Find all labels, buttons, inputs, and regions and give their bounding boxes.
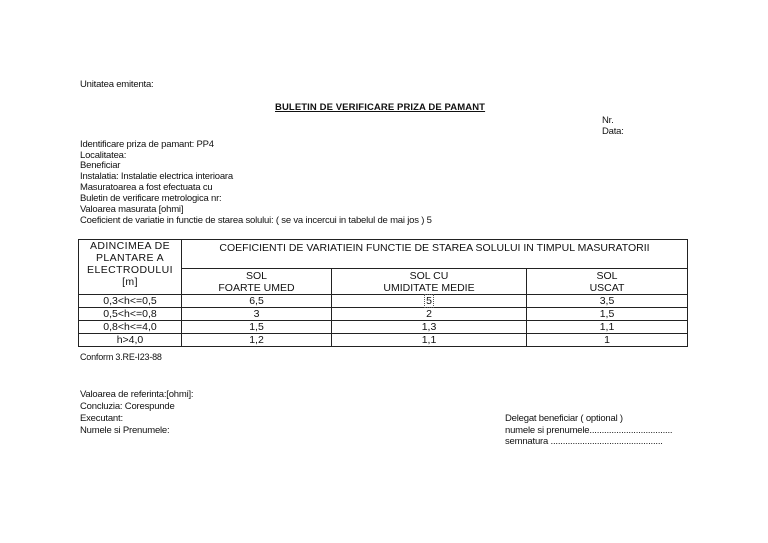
delegate-label: Delegat beneficiar ( optional ) (505, 413, 623, 424)
conform-note: Conform 3.RE-I23-88 (80, 352, 162, 362)
table-row (79, 321, 688, 334)
depth-header-cell (79, 240, 182, 295)
value-cell-selected (332, 295, 527, 308)
value-cell: 1,5 (527, 308, 688, 321)
value-cell: 1 (527, 334, 688, 347)
value-cell: 6,5 (182, 295, 332, 308)
column-header-line: UMIDITATE MEDIE (383, 282, 475, 294)
delegate-name-line: numele si prenumele.................................. (505, 425, 673, 436)
info-line-ground-id: Identificare priza de pamant: PP4 (80, 139, 214, 150)
selected-value: 5 (426, 295, 432, 307)
info-line-beneficiary: Beneficiar (80, 160, 121, 171)
value-cell: 2 (332, 308, 527, 321)
soil-coefficient-table (78, 239, 688, 347)
depth-cell: 0,3<h<=0,5 (79, 295, 182, 308)
info-line-installation: Instalatia: Instalatie electrica interioara (80, 171, 233, 182)
issuer-label: Unitatea emitenta: (80, 79, 154, 90)
depth-header-line: [m] (122, 276, 138, 288)
column-header-line: SOL (245, 270, 267, 282)
reference-value-label: Valoarea de referinta:[ohmi]: (80, 389, 194, 400)
column-header-very-wet (182, 269, 332, 295)
value-cell: 1,3 (332, 321, 527, 334)
column-header-medium-humidity (332, 269, 527, 295)
value-cell: 3,5 (527, 295, 688, 308)
table-row (79, 295, 688, 308)
column-header-line: USCAT (589, 282, 625, 294)
number-label: Nr. (602, 115, 614, 126)
info-line-measured-value: Valoarea masurata [ohmi] (80, 204, 184, 215)
conclusion-label: Concluzia: Corespunde (80, 401, 175, 412)
column-header-line: FOARTE UMED (218, 282, 295, 294)
coefficient-header-cell (182, 240, 688, 269)
info-line-instrument: Masuratoarea a fost efectuata cu (80, 182, 213, 193)
value-cell: 1,2 (182, 334, 332, 347)
value-cell: 3 (182, 308, 332, 321)
value-cell: 1,1 (527, 321, 688, 334)
coefficient-header-text: COEFICIENTI DE VARIATIEIN FUNCTIE DE STAREA SOLULUI IN TIMPUL MASURATORII (219, 242, 650, 254)
depth-header-line: ADINCIMEA DE (89, 240, 171, 252)
column-header-line: SOL CU (409, 270, 449, 282)
date-label: Data: (602, 126, 624, 137)
document-title: BULETIN DE VERIFICARE PRIZA DE PAMANT (275, 102, 486, 113)
signature-line: semnatura .............................................. (505, 436, 663, 447)
info-line-coefficient: Coeficient de variatie in functie de starea solului: ( se va incercui in tabelul de mai jos ) 5 (80, 215, 432, 226)
depth-cell: 0,5<h<=0,8 (79, 308, 182, 321)
depth-cell: h>4,0 (79, 334, 182, 347)
column-header-dry (527, 269, 688, 295)
table-row (79, 334, 688, 347)
info-line-metrology: Buletin de verificare metrologica nr: (80, 193, 222, 204)
depth-header-line: ELECTRODULUI (87, 264, 173, 276)
value-cell: 1,5 (182, 321, 332, 334)
depth-header-line: PLANTARE A (96, 252, 164, 264)
table-row (79, 308, 688, 321)
executant-label: Executant: (80, 413, 123, 424)
value-cell: 1,1 (332, 334, 527, 347)
info-line-locality: Localitatea: (80, 150, 127, 161)
executant-name-label: Numele si Prenumele: (80, 425, 170, 436)
depth-cell: 0,8<h<=4,0 (79, 321, 182, 334)
column-header-line: SOL (596, 270, 618, 282)
